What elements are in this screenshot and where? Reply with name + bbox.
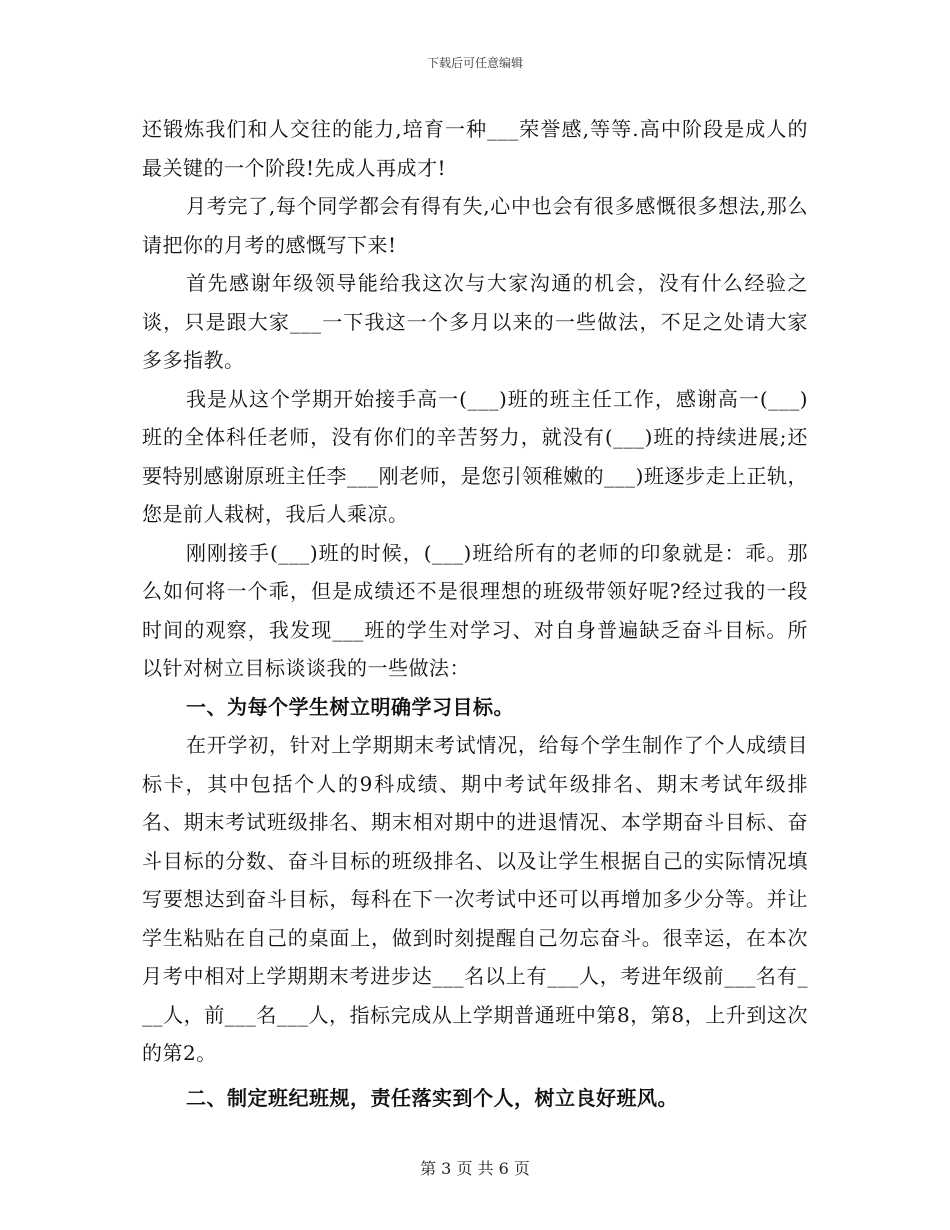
section-heading-2: 二、制定班纪班规，责任落实到个人，树立良好班风。 (186, 1085, 678, 1110)
page-number: 第 3 页 共 6 页 (420, 1159, 530, 1178)
page-header: 下载后可任意编辑 (426, 56, 523, 70)
document-body (142, 110, 808, 1117)
paragraph-monthly-exam: 月考完了,每个同学都会有得有失,心中也会有很多感慨很多想法,那么请把你的月考的感慨写下来! (142, 194, 808, 257)
paragraph-class-takeover: 我是从这个学期开始接手高一(___)班的班主任工作，感谢高一(___)班的全体科任老师，没有你们的辛苦努力，就没有(___)班的持续进展;还要特别感谢原班主任李___刚老师，是您引领稚嫩的___)班逐步走上正轨，您是前人栽树，我后人乘凉。 (142, 386, 808, 526)
paragraph-class-impression: 刚刚接手(___)班的时候，(___)班给所有的老师的印象就是：乖。那么如何将一个乖，但是成绩还不是很理想的班级带领好呢?经过我的一段时间的观察，我发现___班的学生对学习、对自身普遍缺乏奋斗目标。所以针对树立目标谈谈我的一些做法： (142, 540, 808, 680)
paragraph-goal-cards: 在开学初，针对上学期期末考试情况，给每个学生制作了个人成绩目标卡，其中包括个人的9科成绩、期中考试年级排名、期末考试年级排名、期末考试班级排名、期末相对期中的进退情况、本学期奋斗目标、奋斗目标的分数、奋斗目标的班级排名、以及让学生根据自己的实际情况填写要想达到奋斗目标，每科在下一次考试中还可以再增加多少分等。并让学生粘贴在自己的桌面上，做到时刻提醒自己勿忘奋斗。很幸运，在本次月考中相对上学期期末考进步达___名以上有___人，考进年级前___名有___人，前___名___人，指标完成从上学期普通班中第8，第8，上升到这次的第2。 (142, 733, 808, 1065)
paragraph-continuation: 还锻炼我们和人交往的能力,培育一种___荣誉感,等等.高中阶段是成人的最关键的一个阶段!先成人再成才! (142, 117, 808, 180)
paragraph-thanks-leaders: 首先感谢年级领导能给我这次与大家沟通的机会，没有什么经验之谈，只是跟大家___一下我这一个多月以来的一些做法，不足之处请大家多多指教。 (142, 271, 808, 372)
section-heading-1: 一、为每个学生树立明确学习目标。 (186, 694, 514, 719)
